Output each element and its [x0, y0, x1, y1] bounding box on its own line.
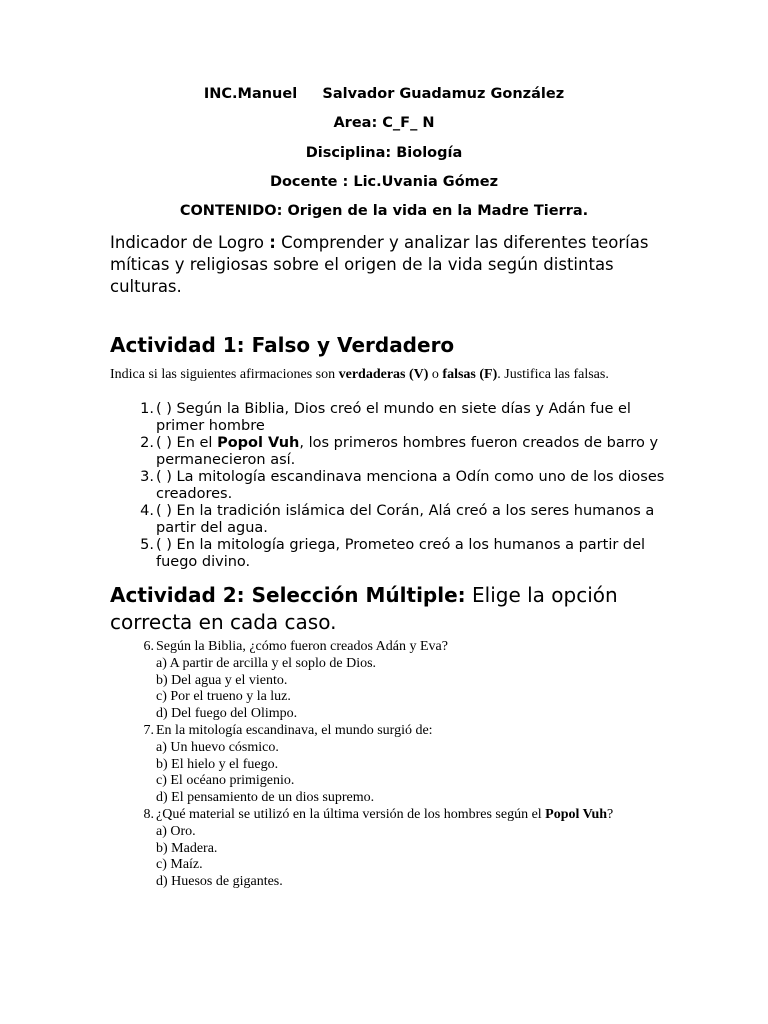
option-b: b) Madera.: [156, 840, 218, 856]
option-c: c) Por el trueno y la luz.: [156, 689, 291, 705]
item-number: 4.: [140, 503, 154, 519]
item-text: ( ) En la tradición islámica del Corán, Alá creó a los seres humanos a partir del agua.: [156, 503, 655, 536]
option-a: a) Oro.: [156, 823, 196, 839]
instructions-text: Indica si las siguientes afirmaciones son: [110, 367, 339, 382]
item-text: ( ) La mitología escandinava menciona a Odín como uno de los dioses creadores.: [156, 469, 665, 502]
option-d: d) El pensamiento de un dios supremo.: [156, 790, 375, 806]
question-number: 8.: [143, 806, 154, 822]
area-line: Area: C_F_ N: [333, 115, 435, 131]
question-text: ¿Qué material se utilizó en la última versión de los hombres según el: [156, 806, 546, 822]
option-c: c) Maíz.: [156, 857, 203, 873]
question-bold: Popol Vuh: [545, 806, 608, 822]
item-number: 2.: [140, 435, 154, 451]
instructions-justify: . Justifica las falsas.: [497, 367, 609, 382]
option-b: b) El hielo y el fuego.: [156, 756, 279, 772]
option-b: b) Del agua y el viento.: [156, 672, 288, 688]
instructions-or: o: [428, 367, 443, 382]
question-item: [110, 723, 630, 807]
list-item: [110, 469, 670, 503]
indicator-colon: :: [269, 233, 276, 252]
activity-2-title: [110, 582, 670, 636]
option-c: c) El océano primigenio.: [156, 773, 295, 789]
activity-1-instructions: [110, 366, 650, 383]
question-text-rest: ?: [607, 806, 614, 822]
list-item: [110, 401, 670, 435]
item-number: 1.: [140, 401, 154, 417]
instructions-false: falsas (F): [442, 367, 498, 382]
item-bold: Popol Vuh: [217, 435, 300, 451]
item-text: ( ) En el: [156, 435, 218, 451]
list-item: [110, 537, 670, 571]
list-item: [110, 503, 670, 537]
content-line: CONTENIDO: Origen de la vida en la Madre Tierra.: [179, 203, 589, 219]
item-text: ( ) Según la Biblia, Dios creó el mundo en siete días y Adán fue el primer hombre: [156, 401, 631, 434]
activity-2-title-bold: Actividad 2: Selección Múltiple:: [110, 583, 466, 607]
option-d: d) Del fuego del Olimpo.: [156, 706, 298, 722]
true-false-list: [110, 401, 670, 571]
option-a: a) Un huevo cósmico.: [156, 739, 279, 755]
activity-2-title-rest: Elige la opción correcta en cada caso.: [110, 583, 618, 634]
indicator-text: Comprender y analizar las diferentes teorías míticas y religiosas sobre el origen de la vida según distintas culturas.: [110, 233, 649, 296]
instructions-true: verdaderas (V): [338, 367, 429, 382]
question-text: Según la Biblia, ¿cómo fueron creados Adán y Eva?: [156, 639, 448, 654]
list-item: [110, 435, 670, 469]
indicator-label: Indicador de Logro: [110, 233, 270, 252]
question-number: 7.: [143, 722, 154, 738]
multiple-choice-list: [110, 639, 630, 891]
teacher-line: Docente : Lic.Uvania Gómez: [269, 174, 499, 190]
question-number: 6.: [143, 639, 154, 654]
activity-1-title: Actividad 1: Falso y Verdadero: [110, 333, 455, 357]
question-item: [110, 639, 630, 723]
item-text: ( ) En la mitología griega, Prometeo creó a los humanos a partir del fuego divino.: [156, 537, 646, 570]
discipline-line: Disciplina: Biología: [305, 145, 463, 161]
school-name: INC.Manuel Salvador Guadamuz González: [203, 86, 565, 102]
option-d: d) Huesos de gigantes.: [156, 874, 283, 890]
achievement-indicator: [110, 232, 670, 298]
question-text: En la mitología escandinava, el mundo surgió de:: [156, 722, 433, 738]
option-a: a) A partir de arcilla y el soplo de Dios.: [156, 655, 377, 671]
item-number: 3.: [140, 469, 154, 485]
item-number: 5.: [140, 537, 154, 553]
question-item: [110, 807, 630, 891]
item-text-rest: , los primeros hombres fueron creados de barro y permanecieron así.: [156, 435, 659, 468]
